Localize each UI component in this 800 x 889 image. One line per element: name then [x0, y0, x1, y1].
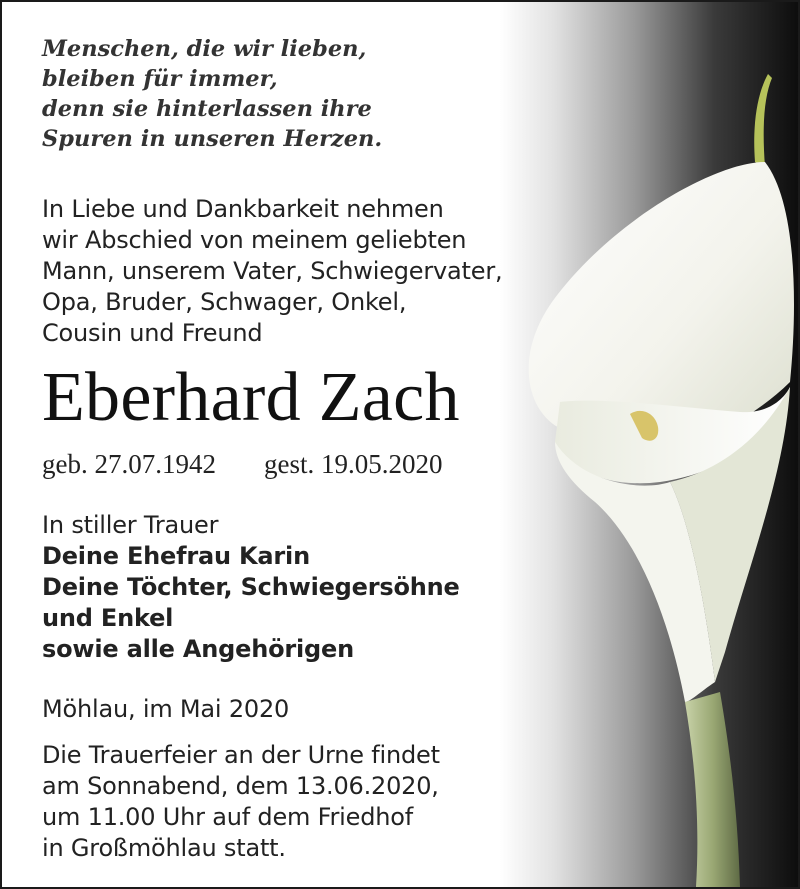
motto-verse — [42, 34, 382, 154]
mourners-block — [42, 510, 460, 665]
motto-line: Spuren in unseren Herzen. — [42, 126, 383, 152]
funeral-info — [42, 740, 440, 864]
place-and-date: Möhlau, im Mai 2020 — [42, 695, 290, 723]
mourner-line: sowie alle Angehörigen — [42, 635, 354, 663]
birth-date: geb. 27.07.1942 — [42, 449, 216, 479]
life-dates — [42, 448, 442, 480]
farewell-intro — [42, 194, 502, 349]
motto-line: denn sie hinterlassen ihre — [42, 96, 372, 122]
mourner-line: und Enkel — [42, 604, 174, 632]
intro-line: In Liebe und Dankbarkeit nehmen — [42, 195, 444, 223]
funeral-line: Die Trauerfeier an der Urne findet — [42, 741, 440, 769]
death-date: gest. 19.05.2020 — [263, 449, 443, 479]
mourner-line: Deine Töchter, Schwiegersöhne — [42, 573, 460, 601]
calla-lily-icon — [500, 2, 798, 887]
calla-lily-photo — [500, 2, 798, 887]
intro-line: Opa, Bruder, Schwager, Onkel, — [42, 288, 407, 316]
mourner-line: Deine Ehefrau Karin — [42, 542, 310, 570]
intro-line: Cousin und Freund — [42, 319, 263, 347]
motto-line: Menschen, die wir lieben, — [42, 36, 367, 62]
intro-line: Mann, unserem Vater, Schwiegervater, — [42, 257, 503, 285]
motto-line: bleiben für immer, — [42, 66, 278, 92]
funeral-line: in Großmöhlau statt. — [42, 834, 286, 862]
funeral-line: am Sonnabend, dem 13.06.2020, — [42, 772, 439, 800]
funeral-line: um 11.00 Uhr auf dem Friedhof — [42, 803, 413, 831]
mourners-heading: In stiller Trauer — [42, 511, 219, 539]
intro-line: wir Abschied von meinem geliebten — [42, 226, 467, 254]
deceased-name: Eberhard Zach — [42, 359, 460, 436]
